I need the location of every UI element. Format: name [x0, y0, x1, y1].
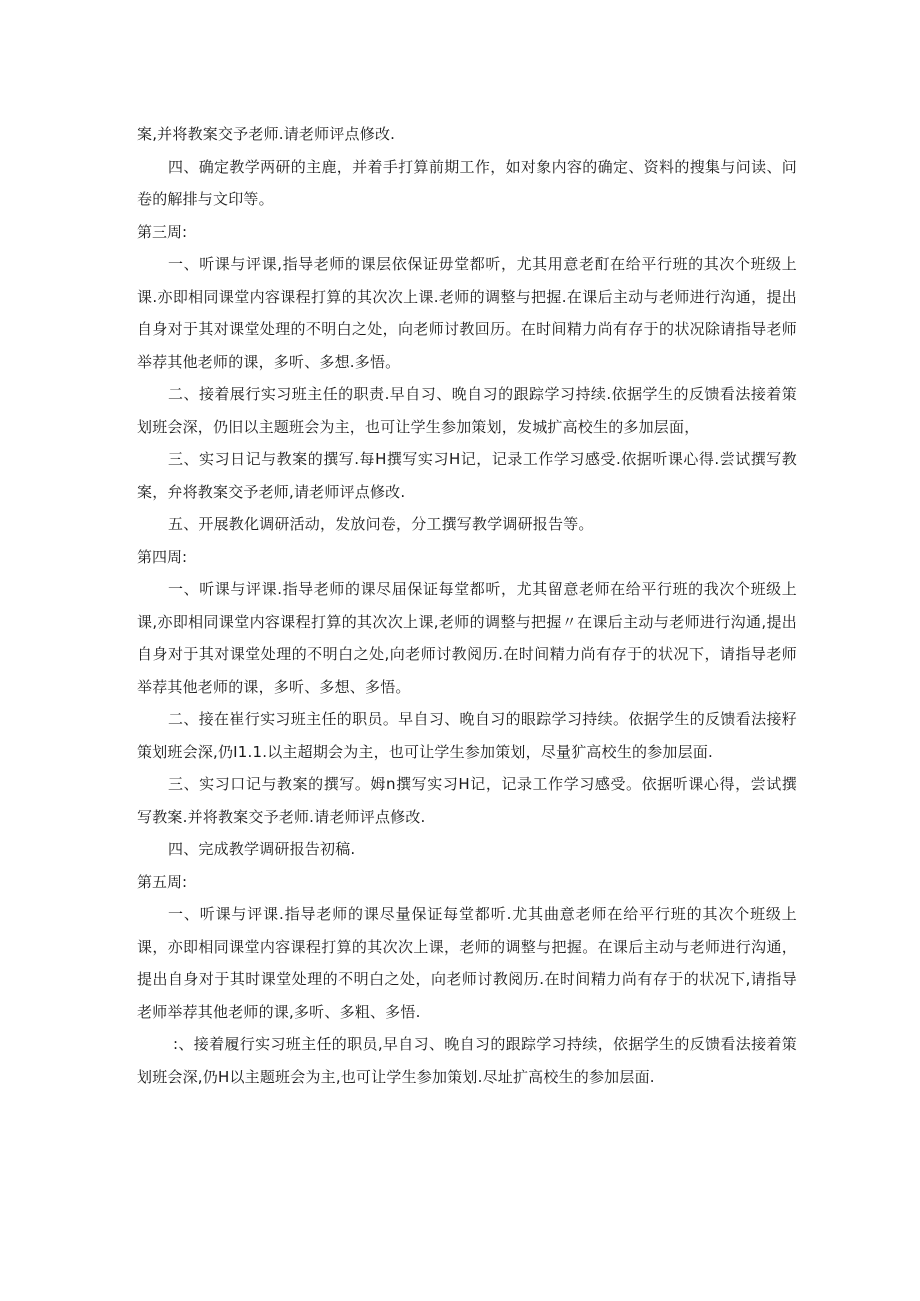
- paragraph: 四、完成教学调研报告初稿.: [168, 840, 356, 858]
- paragraph: 二、接着展行实习班主任的职责.早自习、晚自习的跟踪学习持续.依据学生的反馈看法接着策划班会深，仍旧以主题班会为主，也可让学生参加策划，发城扩高校生的多加层面，: [137, 385, 797, 436]
- week-heading: 第三周:: [137, 222, 188, 241]
- paragraph: 三、实习日记与教案的撰写.每H撰写实习H记，记录工作学习感受.依据听课心得.尝试撰写教案，弁将教案交予老师,请老师评点修改.: [137, 450, 797, 501]
- paragraph: :、接着履行实习班主任的职员,早自习、晚自习的跟踪学习持续，依据学生的反馈看法接着策划班会深,仍H以主题班会为主,也可让学生参加策划.尽址扩高校生的参加层面.: [137, 1035, 797, 1086]
- document-body: [137, 118, 797, 1093]
- paragraph: 二、接在崔行实习班主任的职员。早自习、晚自习的眼踪学习持续。依据学生的反馈看法接籽策划班会深,仍I1.1.以主超期会为主，也可让学生参加策划，尽量犷高校生的参加层面.: [137, 710, 797, 761]
- paragraph: 一、听课与评课.指导老师的课尽量保证每堂都听.尤其曲意老师在给平行班的其次个班级上课，亦即相同课堂内容课程打算的其次次上课，老师的调整与把握。在课后主动与老师进行沟通，提出自身对于其时课堂处理的不明白之处，向老师讨教阅历.在时间精力尚有存于的状况下,请指导老师举荐其他老师的课,多听、多粗、多悟.: [137, 905, 797, 1021]
- paragraph: 五、开展教化调研活动，发放问卷，分工撰写教学调研报告等。: [168, 515, 594, 533]
- paragraph: 四、确定教学两研的主鹿，并着手打算前期工作，如对象内容的确定、资料的搜集与问读、问卷的解排与文印等。: [137, 157, 797, 208]
- paragraph: 一、听课与评课,指导老师的课层依保证毋堂都听，尤其用意老酊在给平行班的其次个班级上课.亦即相同课堂内容课程打算的其次次上课.老师的调整与把握.在课后主动与老师进行沟通，提出自身对于其对课堂处理的不明白之处，向老师讨教回历。在时间精力尚有存于的状况除请指导老师举荐其他老师的课，多听、多想.多悟。: [137, 255, 797, 371]
- paragraph: 案,并将教案交予老师.请老师评点修改.: [137, 125, 396, 143]
- paragraph: 三、实习口记与教案的撰写。姆n撰写实习H记，记录工作学习感受。依据听课心得，尝试撰写教案.并将教案交予老师.请老师评点修改.: [137, 775, 797, 826]
- week-heading: 第五周:: [137, 872, 188, 891]
- paragraph: 一、听课与评课.指导老师的课尽届保证每堂都听，尤其留意老师在给平行班的我次个班级上课,亦即相同课堂内容课程打算的其次次上课,老师的调整与把握〃在课后主动与老师进行沟通,提出自身对于其对课堂处理的不明白之处,向老师讨教阅历.在时间精力尚有存于的状况下，请指导老师举荐其他老师的课，多听、多想、多悟。: [137, 580, 797, 696]
- week-heading: 第四周:: [137, 547, 188, 566]
